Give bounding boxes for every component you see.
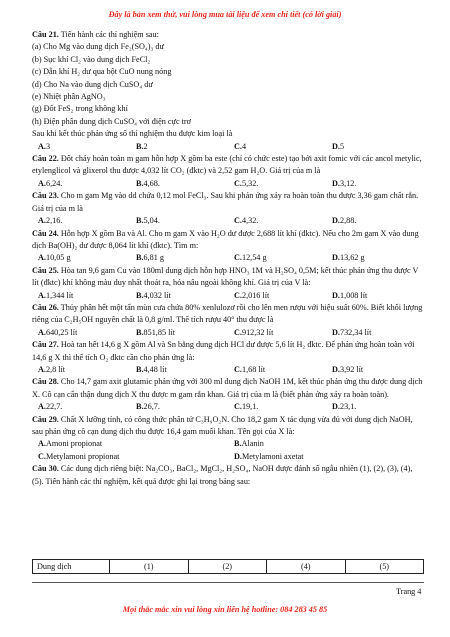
answer-options [32,364,424,376]
question-text: Thủy phân hết một tấn mùn cưa chứa 80% xenlulozơ rồi cho lên men rượu với hiệu suất 60%. Biết khối lượng riêng của C₂H₅OH nguyên chất là 0,8 g/ml. Thể tích rượu 40° thu được là [32,302,423,325]
option-c[interactable]: C.1,68 lít [234,364,266,374]
question-number: Câu 27. [32,340,59,350]
question-25-stem [32,265,424,290]
option-a[interactable]: A.6,24. [38,178,63,188]
option-a[interactable]: A.Amoni propionat [38,439,103,449]
option-d[interactable]: D.732,34 lít [332,327,372,337]
option-d[interactable]: D.1,008 lít [332,290,368,300]
question-text: Cho m gam Mg vào dd chứa 0,12 mol FeCl₃. Sau khi phản ứng xảy ra hoàn toàn thu được 3,36 gam chất rắn. Giá trị của m là [32,191,419,213]
option-d[interactable]: D.3,92 lít [332,364,364,374]
option-c[interactable]: C.5,32. [234,178,259,188]
question-number: Câu 21. [32,30,59,39]
question-text: Cho 14,7 gam axit glutamic phản ứng với 300 ml dung dịch NaOH 1M, kết thúc phản ứng thu được dung dịch X. Cô cạn cẩn thận dung dịch X thu được m gam rắn khan. Giá trị của m là (biết phản ứng xảy ra hoàn toàn). [32,377,423,399]
option-d[interactable]: D.5 [332,141,345,151]
option-c[interactable]: C.19,1. [234,402,259,412]
question-text: Đốt cháy hoàn toàn m gam hỗn hợp X gồm ba este (chỉ có chức este) tạo bởi axit fomic với các ancol metylic, etylenglicol và glixerol thu được 4,032 lít CO₂ (đktc) và 2,52 gam H₂O. Giá trị của m là [32,154,422,176]
question-24-stem [32,228,424,253]
question-22-stem [32,153,424,178]
experiment-item: (c) Dẫn khí H₂ dư qua bột CuO nung nóng [32,67,172,77]
option-d[interactable]: D.2,88. [332,216,357,226]
option-b[interactable]: B.4,68. [136,178,160,188]
table-header-row [33,560,424,574]
results-table [32,559,424,574]
question-list [32,29,424,488]
option-b[interactable]: B.4,032 lít [136,290,171,300]
question-text: Hỗn hợp X gồm Ba và Al. Cho m gam X vào H₂O dư được 2,688 lít khí (đktc). Nếu cho 2m gam X vào dung dịch Ba(OH)₂ dư được 8,064 lít khí (đktc). Tìm m: [32,228,419,250]
option-c[interactable]: C.12,54 g [234,253,267,263]
table-header-cell: (2) [188,560,267,574]
answer-options [32,215,424,227]
experiment-item: (d) Cho Na vào dung dịch CuSO₄ dư [32,79,153,89]
option-b[interactable]: B.851,85 lít [136,327,175,337]
question-number: Câu 25. [32,265,59,275]
answer-options [32,178,424,190]
option-c[interactable]: C.4,32. [234,216,259,226]
question-text: Hòa tan 9,6 gam Cu vào 180ml dung dịch hỗn hợp HNO₃ 1M và H₂SO₄ 0,5M; kết thúc phản ứng thu được V lít (đktc) khí không màu duy nhất thoát ra, hóa nâu ngoài không khí. Giá trị của V là: [32,265,419,288]
option-b[interactable]: B.5,04. [136,216,160,226]
hotline-banner: Mọi thắc mắc xin vui lòng xin liên hệ hotline: 084 283 45 85 [122,605,328,614]
answer-options [32,401,424,413]
option-c[interactable]: C.2,016 lít [234,290,270,300]
answer-options [32,290,424,302]
answer-options [32,438,424,450]
option-a[interactable]: A.2,16. [38,216,63,226]
option-b[interactable]: B.2 [136,141,148,151]
option-d[interactable]: D.3,12. [332,178,357,188]
answer-options [32,451,424,463]
question-27-stem [32,339,424,364]
option-b[interactable]: B.Alanin [234,439,264,449]
option-c[interactable]: C.912,32 lít [234,327,274,337]
question-28-stem [32,376,424,401]
question-number: Câu 29. [32,414,59,424]
page-number: Trang 4 [396,587,422,596]
table-header-cell: Dung dịch [33,560,110,574]
option-b[interactable]: B.6,81 g [136,253,164,263]
question-prompt: Sau khi kết thúc phản ứng số thí nghiệm thu được kim loại là [32,129,233,139]
question-text: Tiến hành các thí nghiệm sau: [58,30,159,39]
question-text: Hoà tan hết 14,6 g X gồm Al và Sn bằng dung dịch HCl dư được 5,6 lít H₂ đktc. Để phản ứng hoàn toàn với 14,6 g X thì thể tích O₂ đktc cần cho phản ứng là: [32,340,415,362]
experiment-item: (b) Sục khí Cl₂ vào dung dịch FeCl₂ [32,54,151,64]
question-number: Câu 22. [32,154,59,164]
option-a[interactable]: A.3 [38,141,51,151]
question-23-stem [32,190,424,215]
answer-options [32,327,424,339]
experiment-item: (e) Nhiệt phân AgNO₃ [32,92,106,102]
option-a[interactable]: A.10,05 g [38,253,71,263]
option-a[interactable]: A.640,25 lít [38,327,78,337]
experiment-item: (h) Điện phân dung dịch CuSO₄ với điện cực trơ [32,116,191,126]
question-30-stem [32,463,424,488]
option-b[interactable]: B.26,7. [136,402,160,412]
option-d[interactable]: D.Metylamoni axetat [234,451,304,461]
option-a[interactable]: A.22,7. [38,402,63,412]
question-26-stem [32,302,424,327]
table-header-cell: (4) [267,560,346,574]
question-number: Câu 23. [32,191,59,201]
table-header-cell: (5) [345,560,424,574]
option-a[interactable]: A.2,8 lít [38,364,66,374]
preview-notice-banner: Đây là bản xem thử, vui lòng mua tài liệu để xem chi tiết (có lời giải) [108,10,342,19]
question-number: Câu 24. [32,228,59,238]
option-d[interactable]: D.13,62 g [332,253,365,263]
question-29-stem [32,414,424,439]
option-b[interactable]: B.4,48 lít [136,364,167,374]
answer-options [32,141,424,153]
question-number: Câu 26. [32,302,59,312]
question-text: Chất X lưỡng tính, có công thức phân tử C₃H₉O₂N. Cho 18,2 gam X tác dụng vừa đủ với dung dịch NaOH, sau phản ứng cô cạn dung dịch thu được 16,4 gam muối khan. Tên gọi của X là: [32,414,413,436]
question-number: Câu 30. [32,464,59,474]
option-d[interactable]: D.23,1. [332,402,357,412]
question-number: Câu 28. [32,377,59,387]
experiment-item: (g) Đốt FeS₂ trong không khí [32,104,128,114]
footer-divider [32,582,424,583]
option-c[interactable]: C.Metylamoni propionat [38,451,120,461]
option-c[interactable]: C.4 [234,141,247,151]
option-a[interactable]: A.1,344 lít [38,290,74,300]
table-header-cell: (1) [110,560,189,574]
experiment-item: (a) Cho Mg vào dung dịch Fe₂(SO₄)₃ dư [32,42,164,52]
question-text: Các dung dịch riêng biệt: Na₂CO₃, BaCl₂, MgCl₂, H₂SO₄, NaOH được đánh số ngẫu nhiên (1), (2), (3), (4), (5). Tiến hành các thí nghiệm, kết quả được ghi lại trong bảng sau: [32,464,413,486]
question-21-stem [32,29,424,41]
answer-options [32,252,424,264]
